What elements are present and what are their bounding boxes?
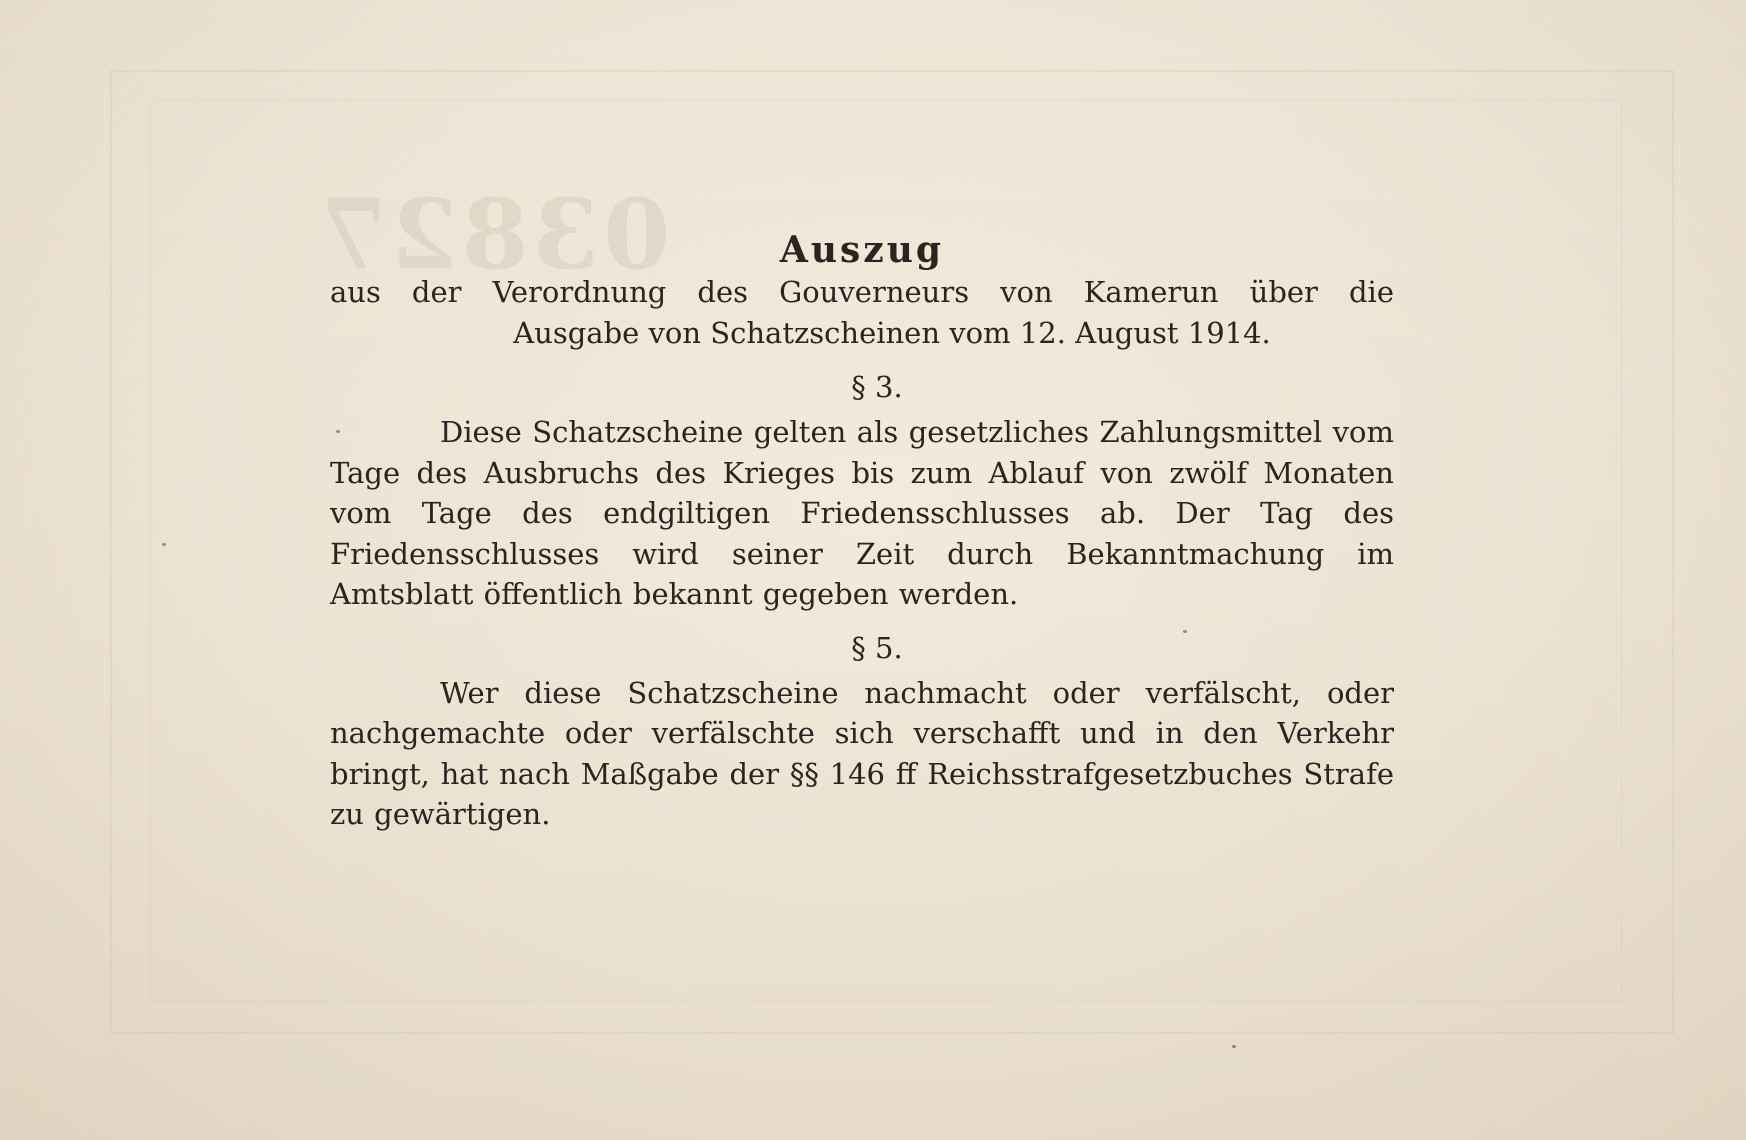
decree-excerpt xyxy=(330,228,1394,835)
bleed-through-serial-number: 03827 xyxy=(316,178,670,291)
excerpt-heading: Auszug xyxy=(779,229,945,271)
section-5-mark: § 5. xyxy=(851,630,903,665)
subtitle-line-2: Ausgabe von Schatzscheinen vom 12. August 1914. xyxy=(513,316,1271,350)
speck xyxy=(162,543,166,546)
speck xyxy=(1232,1045,1236,1048)
speck xyxy=(1183,630,1187,633)
section-3-mark: § 3. xyxy=(851,370,903,404)
section-5-text: Wer diese Schatzscheine nachmacht oder verfälscht, oder nachgemachte oder verfälschte sich verschafft und in den Verkehr bringt, hat nach Maßgabe der §§ 146 ff Reichsstrafgesetzbuches Strafe zu gewärtigen. xyxy=(330,675,1394,831)
section-3-text: Diese Schatzscheine gelten als gesetzliches Zahlungsmittel vom Tage des Ausbruchs des Krieges bis zum Ablauf von zwölf Monaten vom Tage des endgiltigen Friedensschlusses ab. Der Tag des Friedensschlusses wird seiner Zeit durch Bekanntmachung im Amtsblatt öffentlich bekannt gegeben werden. xyxy=(330,415,1394,611)
excerpt-subtitle xyxy=(330,272,1394,354)
speck xyxy=(336,430,340,433)
subtitle-line-1: aus der Verordnung des Gouverneurs von Kamerun über die xyxy=(330,275,1394,309)
